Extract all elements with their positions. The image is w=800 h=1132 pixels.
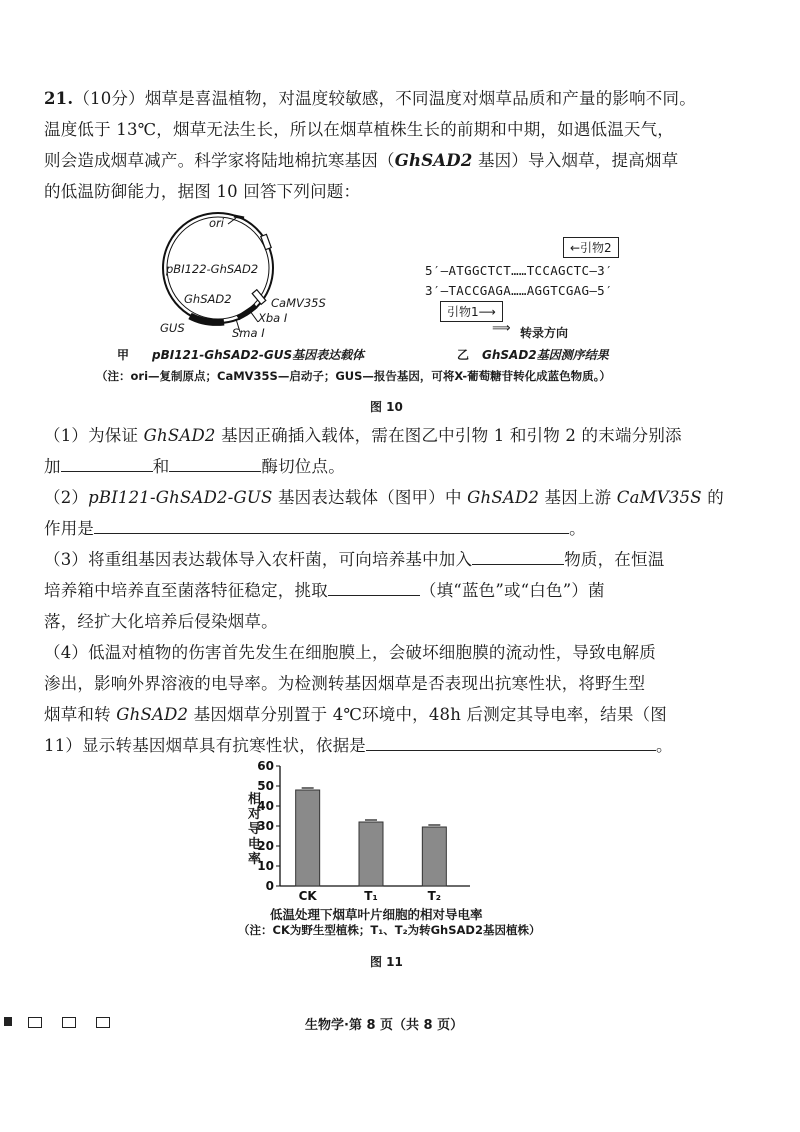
q1-text-end: 酶切位点。 (261, 457, 345, 476)
footer-square-1 (28, 1017, 42, 1028)
ori-marker (234, 216, 244, 218)
q4-text-end: 。 (656, 736, 673, 755)
caption-yi: GhSAD2基因测序结果 (482, 348, 609, 362)
q2-text-end: 。 (569, 519, 586, 538)
q2-text-b: 基因表达载体（图甲）中 (272, 488, 468, 507)
plasmid-xba-label: Xba I (258, 311, 288, 325)
footer-filled-square (4, 1017, 12, 1026)
intro-text-3-tail: 基因）导入烟草，提高烟草 (472, 151, 679, 170)
q3-text-a: （3）将重组基因表达载体导入农杆菌，可向培养基中加入 (44, 550, 473, 569)
plasmid-promoter-label: CaMV35S (271, 296, 326, 310)
plasmid-ori-label: ori (209, 216, 224, 230)
q2-line-2 (44, 513, 724, 544)
y-tick-label-60: 60 (257, 760, 274, 773)
bar-1 (359, 822, 383, 886)
q2-text-a: （2） (44, 488, 89, 507)
x-tick-label-2: T₂ (427, 889, 442, 900)
caption-jia-prefix: 甲 (117, 348, 130, 362)
q3-text-b: 物质，在恒温 (564, 550, 665, 569)
question-number: 21. (44, 89, 74, 108)
sequence-bottom-strand: 3′—TACCGAGA……AGGTCGAG—5′ (425, 283, 613, 298)
caption-jia: pBI121-GhSAD2-GUS基因表达载体 (152, 348, 365, 362)
q4-gene: GhSAD2 (116, 705, 189, 724)
q1-text-add: 加 (44, 457, 61, 476)
q3-line-2 (44, 575, 724, 606)
q3-text-c: 培养箱中培养直至菌落特征稳定，挑取 (44, 581, 328, 600)
q1-answer-blank-1[interactable] (61, 453, 153, 472)
question-intro-line-3 (44, 145, 724, 176)
q3-line-3: 落，经扩大化培养后侵染烟草。 (44, 612, 278, 631)
q2-text-d: 的 (701, 488, 724, 507)
q4-line-1: （4）低温对植物的伤害首先发生在细胞膜上，会破坏细胞膜的流动性，导致电解质 (44, 643, 656, 662)
q1-answer-blank-2[interactable] (169, 453, 261, 472)
bar-0 (296, 790, 320, 886)
question-score: （10分） (73, 89, 145, 108)
intro-text-3: 则会造成烟草减产。科学家将陆地棉抗寒基因（ (44, 151, 395, 170)
bar-2 (422, 827, 446, 886)
figure10-title: 图 10 (370, 400, 403, 414)
q1-gene: GhSAD2 (143, 426, 216, 445)
figure11-title: 图 11 (370, 955, 403, 969)
q4-line-3 (44, 699, 724, 730)
q3-answer-blank-2[interactable] (328, 577, 420, 596)
y-tick-label-0: 0 (265, 879, 274, 893)
q1-text-a: （1）为保证 (44, 426, 144, 445)
primer1-box: 引物1⟶ (440, 301, 503, 322)
q1-text-b: 基因正确插入载体，需在图乙中引物 1 和引物 2 的末端分别添 (215, 426, 682, 445)
plasmid-gene-label: GhSAD2 (184, 292, 232, 306)
chart-note: （注：CK为野生型植株；T₁、T₂为转GhSAD2基因植株） (238, 923, 541, 937)
plasmid-gus-label: GUS (160, 321, 185, 335)
question-intro-line-4: 的低温防御能力，据图 10 回答下列问题： (44, 182, 361, 201)
y-tick-label-10: 10 (257, 859, 274, 873)
x-tick-label-0: CK (298, 889, 317, 900)
y-tick-label-30: 30 (257, 819, 274, 833)
q1-line-1 (44, 420, 724, 451)
chart-ylabel: 相对导电率 (248, 792, 262, 867)
q3-line-1 (44, 544, 724, 575)
q4-line-4 (44, 730, 724, 761)
y-tick-label-20: 20 (257, 839, 274, 853)
plasmid-name-label: pBI122-GhSAD2 (166, 262, 259, 276)
transcription-label: 转录方向 (520, 326, 569, 340)
q2-answer-blank[interactable] (94, 515, 569, 534)
gus-segment (190, 316, 224, 322)
q2-text-role: 作用是 (44, 519, 95, 538)
chart-title: 低温处理下烟草叶片细胞的相对导电率 (270, 907, 483, 922)
q2-gene: GhSAD2 (467, 488, 540, 507)
footer-page-number: 生物学·第 8 页（共 8 页） (305, 1018, 464, 1033)
q2-promoter: CaMV35S (616, 488, 702, 507)
primer2-box: ←引物2 (563, 237, 619, 258)
q2-line-1 (44, 482, 724, 513)
gene-segment-box (261, 234, 271, 249)
x-tick-label-1: T₁ (364, 889, 378, 900)
question-intro-line-1 (44, 83, 724, 114)
intro-text-1: 烟草是喜温植物，对温度较敏感，不同温度对烟草品质和产量的影响不同。 (144, 89, 696, 108)
y-tick-label-50: 50 (257, 779, 274, 793)
q3-answer-blank-1[interactable] (472, 546, 564, 565)
q4-text-b: 基因烟草分别置于 4℃环境中，48h 后测定其导电率，结果（图 (188, 705, 667, 724)
q4-text-c: 11）显示转基因烟草具有抗寒性状，依据是 (44, 736, 366, 755)
footer-square-2 (62, 1017, 76, 1028)
figure10-note: （注：ori—复制原点；CaMV35S—启动子；GUS—报告基因，可将X-葡萄糖苷转化成蓝色物质。） (96, 369, 611, 383)
y-tick-label-40: 40 (257, 799, 274, 813)
q4-line-2: 渗出，影响外界溶液的电导率。为检测转基因烟草是否表现出抗寒性状，将野生型 (44, 674, 646, 693)
transcription-arrow-icon: ⟹ (492, 321, 511, 336)
q1-line-2 (44, 451, 724, 482)
q4-answer-blank[interactable] (366, 732, 656, 751)
plasmid-sma-label: Sma I (232, 326, 265, 340)
q2-vector: pBI121-GhSAD2-GUS (88, 488, 273, 507)
footer-square-3 (96, 1017, 110, 1028)
caption-yi-prefix: 乙 (457, 348, 470, 362)
sequence-top-strand: 5′—ATGGCTCT……TCCAGCTC—3′ (425, 263, 613, 278)
conductivity-bar-chart (235, 760, 495, 900)
intro-gene: GhSAD2 (394, 151, 473, 170)
q1-text-and: 和 (152, 457, 170, 476)
q4-text-a: 烟草和转 (44, 705, 117, 724)
xba-site-line (250, 311, 258, 322)
q2-text-c: 基因上游 (539, 488, 617, 507)
question-intro-line-2: 温度低于 13℃，烟草无法生长，所以在烟草植株生长的前期和中期，如遇低温天气， (44, 120, 674, 139)
q3-text-d: （填“蓝色”或“白色”）菌 (419, 581, 605, 600)
